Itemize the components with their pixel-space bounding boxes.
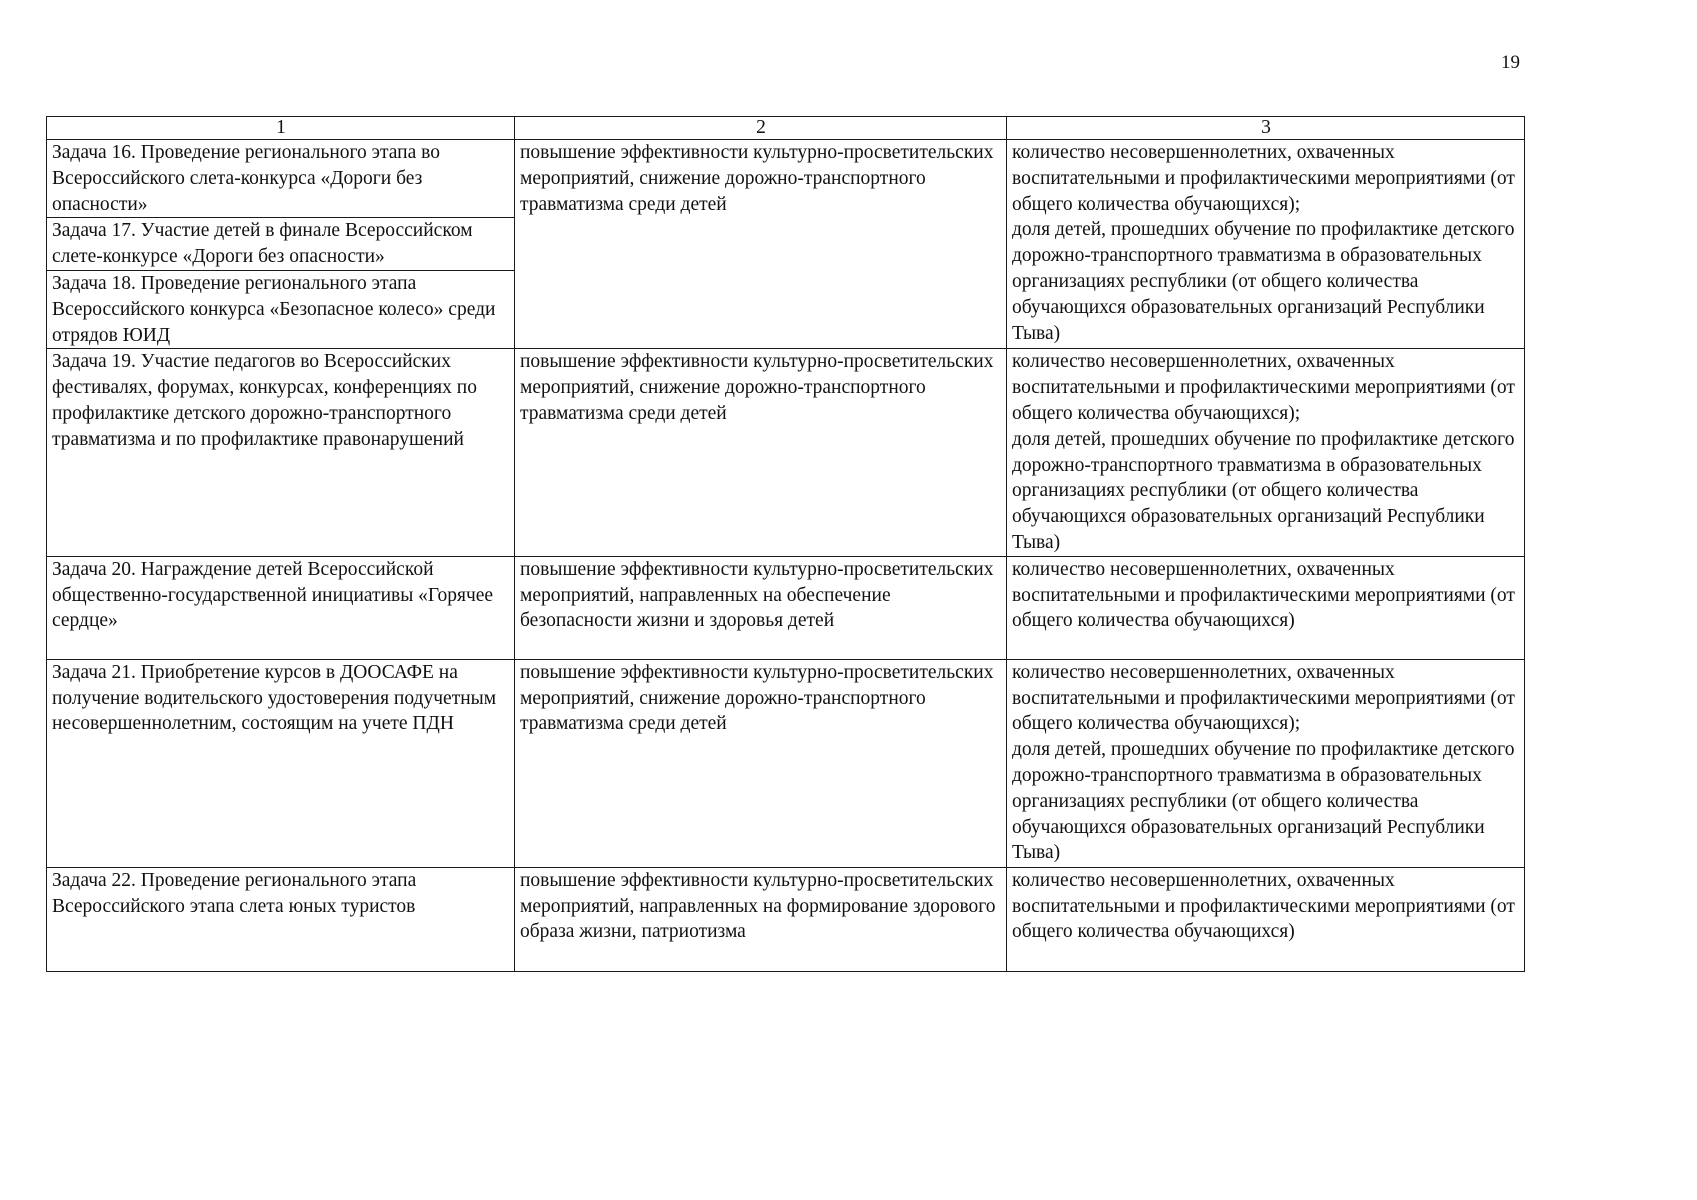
indicator-cell: количество несовершеннолетних, охваченных воспитательными и профилактическими мероприятиями (от общего количества обучающихся); доля детей, прошедших обучение по профилактике детского дорожно-транспортного травматизма в образовательных организациях республики (от общего количества обучающихся образовательных организаций Республики Тыва) (1007, 349, 1525, 556)
page-number: 19 (1501, 52, 1520, 73)
result-cell: повышение эффективности культурно-просветительских мероприятий, направленных на обеспечение безопасности жизни и здоровья детей (515, 556, 1007, 659)
task-cell: Задача 22. Проведение регионального этапа Всероссийского этапа слета юных туристов (47, 867, 515, 971)
task-cell: Задача 20. Награждение детей Всероссийской общественно-государственной инициативы «Горячее сердце» (47, 556, 515, 659)
table-header-row (47, 117, 1525, 140)
task-cell: Задача 16. Проведение регионального этапа во Всероссийского слета-конкурса «Дороги без опасности» (47, 140, 515, 218)
column-header-3: 3 (1007, 117, 1525, 140)
task-cell: Задача 18. Проведение регионального этапа Всероссийского конкурса «Безопасное колесо» среди отрядов ЮИД (47, 270, 515, 348)
indicator-cell: количество несовершеннолетних, охваченных воспитательными и профилактическими мероприятиями (от общего количества обучающихся) (1007, 867, 1525, 971)
column-header-2: 2 (515, 117, 1007, 140)
table-row (47, 867, 1525, 971)
task-cell: Задача 17. Участие детей в финале Всероссийском слете-конкурсе «Дороги без опасности» (47, 218, 515, 271)
table-row (47, 659, 1525, 867)
table-row (47, 140, 1525, 218)
indicator-cell: количество несовершеннолетних, охваченных воспитательными и профилактическими мероприятиями (от общего количества обучающихся); доля детей, прошедших обучение по профилактике детского дорожно-транспортного травматизма в образовательных организациях республики (от общего количества обучающихся образовательных организаций Республики Тыва) (1007, 140, 1525, 349)
column-header-1: 1 (47, 117, 515, 140)
result-cell: повышение эффективности культурно-просветительских мероприятий, снижение дорожно-транспортного травматизма среди детей (515, 140, 1007, 349)
table-row (47, 349, 1525, 556)
result-cell: повышение эффективности культурно-просветительских мероприятий, направленных на формирование здорового образа жизни, патриотизма (515, 867, 1007, 971)
result-cell: повышение эффективности культурно-просветительских мероприятий, снижение дорожно-транспортного травматизма среди детей (515, 349, 1007, 556)
measures-table (46, 116, 1525, 972)
table-row (47, 556, 1525, 659)
task-cell: Задача 21. Приобретение курсов в ДООСАФЕ на получение водительского удостоверения подучетным несовершеннолетним, состоящим на учете ПДН (47, 659, 515, 867)
indicator-cell: количество несовершеннолетних, охваченных воспитательными и профилактическими мероприятиями (от общего количества обучающихся) (1007, 556, 1525, 659)
result-cell: повышение эффективности культурно-просветительских мероприятий, снижение дорожно-транспортного травматизма среди детей (515, 659, 1007, 867)
indicator-cell: количество несовершеннолетних, охваченных воспитательными и профилактическими мероприятиями (от общего количества обучающихся); доля детей, прошедших обучение по профилактике детского дорожно-транспортного травматизма в образовательных организациях республики (от общего количества обучающихся образовательных организаций Республики Тыва) (1007, 659, 1525, 867)
task-cell: Задача 19. Участие педагогов во Всероссийских фестивалях, форумах, конкурсах, конференциях по профилактике детского дорожно-транспортного травматизма и по профилактике правонарушений (47, 349, 515, 556)
